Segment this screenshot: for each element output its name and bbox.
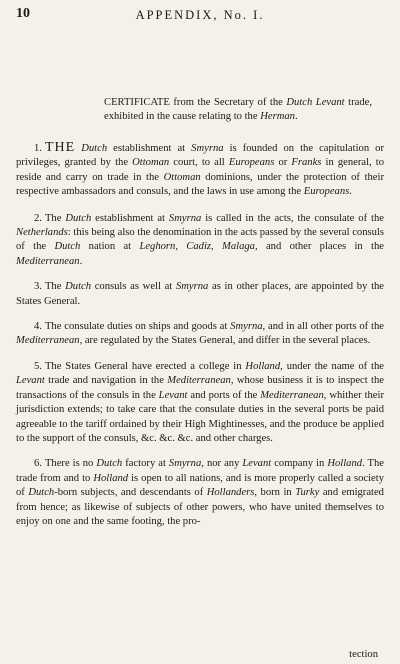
paragraph-6: 6. There is no Dutch factory at Smyrna, nor any Levant company in Holland. The trade from and to Holland is open to all nations, and is more properly called a society of Dutch-born subjects, and descendants of Hollanders, born in Turky and emigrated from hence; as likewise of subjects of other powers, who have united themselves to enjoy on one and the same footing, the pro- xyxy=(16,458,384,527)
page-header xyxy=(16,6,384,28)
running-title: APPENDIX, No. I. xyxy=(135,8,265,22)
paragraph-2: 2. The Dutch establishment at Smyrna is called in the acts, the consulate of the Netherlands: this being also the denomination in the acts passed by the several consuls of the Dutch nation at Leghorn, Cadiz, Malaga, and other places in the Mediterranean. xyxy=(16,212,384,267)
paragraph-5: 5. The States General have erected a college in Holland, under the name of the Levant trade and navigation in the Mediterranean, whose business it is to inspect the transactions of the consuls in the Levant and ports of the Mediterranean, whither their jurisdiction extends; to take care that the consulate duties in the several ports be paid agreeable to the tariff ordained by their High Mightinesses, and the produce be applied to the support of the consuls, &c. &c. &c. and other charges. xyxy=(16,360,384,444)
paragraph-3: 3. The Dutch consuls as well at Smyrna as in other places, are appointed by the States General. xyxy=(16,281,385,307)
certificate-title: CERTIFICATE from the Secretary of the Dutch Levant trade, exhibited in the cause relating to the Herman. xyxy=(104,97,372,122)
paragraph-1: 1. THE Dutch establishment at Smyrna is founded on the capitulation or privileges, granted by the Ottoman court, to all Europeans or Franks in general, to reside and carry on trade in the Ottoman dominions, under the protection of their respective ambassadors and consuls, and the laws in use among the Europeans. xyxy=(16,140,384,198)
page-number: 10 xyxy=(16,6,30,21)
catchword: tection xyxy=(349,649,378,660)
paragraph-4: 4. The consulate duties on ships and goods at Smyrna, and in all other ports of the Mediterranean, are regulated by the States General, and differ in the several places. xyxy=(16,321,384,347)
